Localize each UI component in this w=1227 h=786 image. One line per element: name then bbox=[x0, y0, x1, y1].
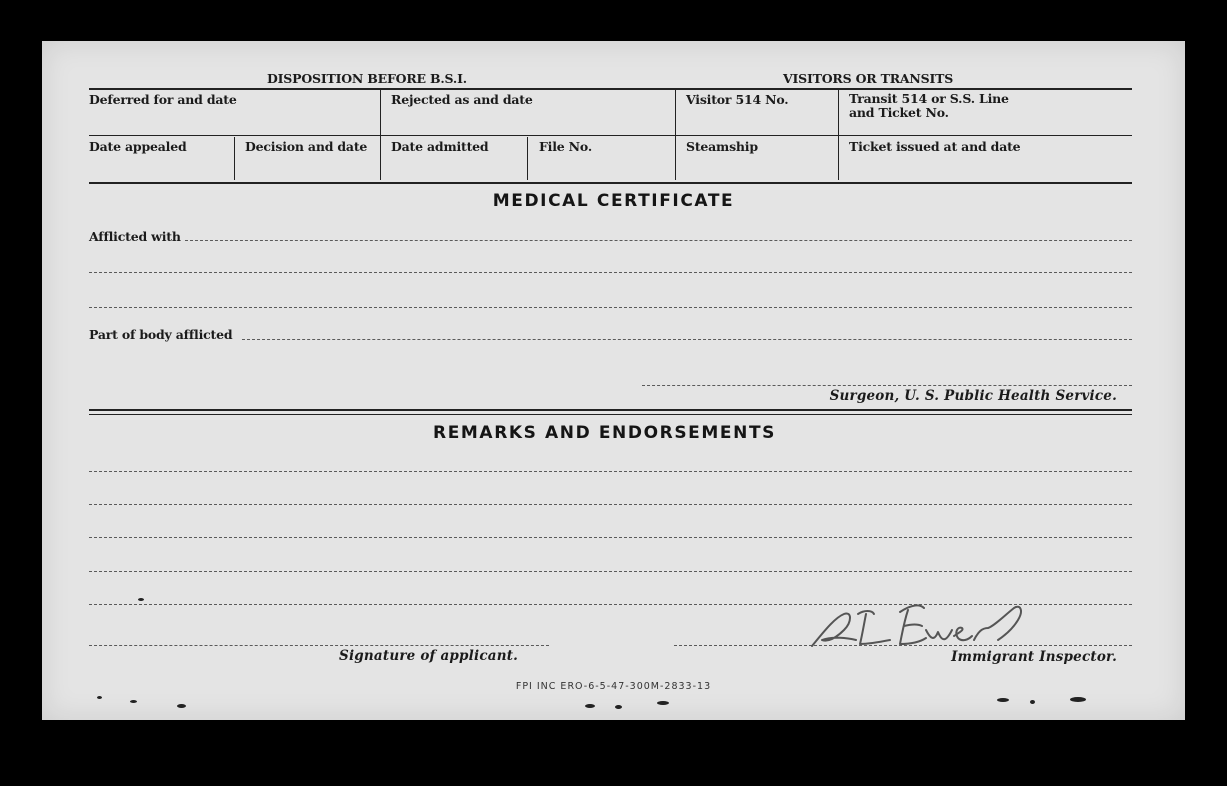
column-divider bbox=[380, 90, 381, 180]
visitor-514-label: Visitor 514 No. bbox=[686, 92, 789, 107]
inspector-signature bbox=[808, 596, 1028, 651]
date-admitted-label: Date admitted bbox=[391, 139, 489, 154]
transit-label-line1: Transit 514 or S.S. Line bbox=[849, 91, 1009, 106]
ticket-issued-label: Ticket issued at and date bbox=[849, 139, 1021, 154]
deferred-label: Deferred for and date bbox=[89, 92, 237, 107]
double-rule-bottom bbox=[89, 414, 1132, 415]
dust-speck bbox=[585, 704, 595, 708]
inspector-caption: Immigrant Inspector. bbox=[951, 649, 1117, 665]
part-of-body-label: Part of body afflicted bbox=[89, 327, 233, 342]
afflicted-line bbox=[89, 272, 1132, 273]
dust-speck bbox=[97, 696, 102, 699]
remarks-title: REMARKS AND ENDORSEMENTS bbox=[433, 423, 776, 443]
disposition-heading: DISPOSITION BEFORE B.S.I. bbox=[267, 71, 467, 86]
print-code: FPI INC ERO-6-5-47-300M-2833-13 bbox=[515, 681, 712, 692]
dust-speck bbox=[177, 704, 186, 708]
medical-certificate-title: MEDICAL CERTIFICATE bbox=[492, 191, 735, 211]
decision-label: Decision and date bbox=[245, 139, 368, 154]
applicant-signature-line bbox=[89, 645, 549, 646]
remarks-line bbox=[89, 537, 1132, 538]
rejected-label: Rejected as and date bbox=[391, 92, 533, 107]
column-divider bbox=[675, 90, 676, 180]
header-rule bbox=[89, 88, 1132, 90]
steamship-label: Steamship bbox=[686, 139, 758, 154]
immigration-record-card bbox=[42, 41, 1185, 720]
applicant-caption: Signature of applicant. bbox=[339, 648, 519, 664]
surgeon-caption: Surgeon, U. S. Public Health Service. bbox=[829, 388, 1117, 404]
part-of-body-line bbox=[242, 339, 1132, 340]
double-rule-top bbox=[89, 409, 1132, 411]
dust-speck bbox=[657, 701, 669, 705]
remarks-line bbox=[89, 504, 1132, 505]
dust-speck bbox=[138, 598, 144, 601]
column-divider bbox=[234, 137, 235, 180]
afflicted-line bbox=[89, 307, 1132, 308]
dust-speck bbox=[1070, 697, 1086, 702]
dust-speck bbox=[1030, 700, 1035, 704]
transit-label bbox=[849, 92, 1009, 120]
transit-label-line2: and Ticket No. bbox=[849, 105, 949, 120]
dust-speck bbox=[130, 700, 137, 703]
visitors-heading: VISITORS OR TRANSITS bbox=[783, 71, 954, 86]
row-divider bbox=[89, 135, 1132, 136]
column-divider bbox=[838, 90, 839, 180]
afflicted-line bbox=[185, 240, 1132, 241]
dust-speck bbox=[997, 698, 1009, 702]
surgeon-signature-line bbox=[642, 385, 1132, 386]
afflicted-label: Afflicted with bbox=[89, 229, 181, 244]
column-divider bbox=[527, 137, 528, 180]
remarks-line bbox=[89, 571, 1132, 572]
table-bottom-rule bbox=[89, 182, 1132, 184]
dust-speck bbox=[615, 705, 622, 709]
file-no-label: File No. bbox=[539, 139, 592, 154]
date-appealed-label: Date appealed bbox=[89, 139, 187, 154]
remarks-line bbox=[89, 471, 1132, 472]
